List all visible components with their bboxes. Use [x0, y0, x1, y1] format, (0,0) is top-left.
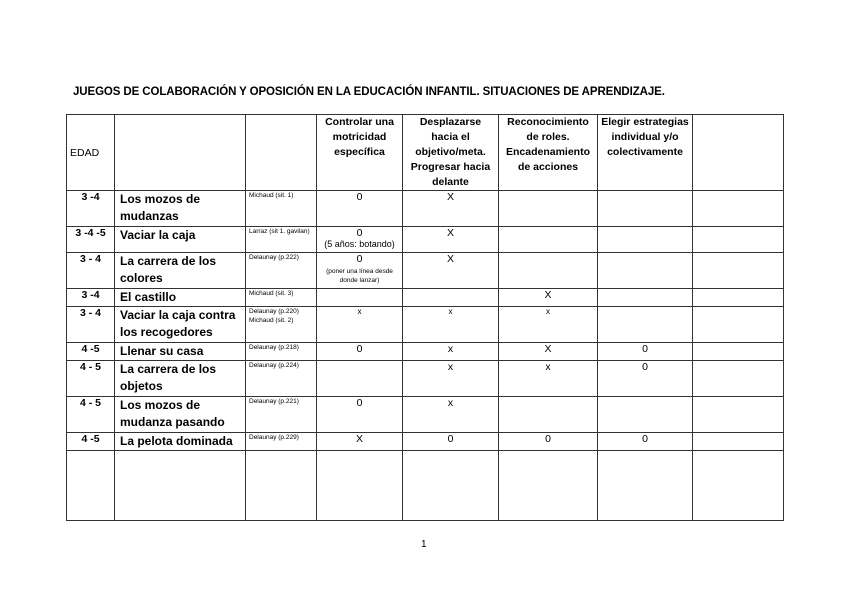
mark-cell: 0 [598, 343, 693, 361]
mark-cell [598, 227, 693, 253]
mark-cell: 0 [598, 361, 693, 397]
mark-cell: x [403, 397, 499, 433]
mark-cell: X [403, 227, 499, 253]
mark-cell: 0 [499, 433, 598, 451]
mark-cell: 0 [317, 343, 403, 361]
mark-cell [499, 397, 598, 433]
mark-cell [499, 253, 598, 289]
mark-cell: X [499, 289, 598, 307]
mark-cell [403, 289, 499, 307]
mark-cell: x [317, 307, 403, 343]
header-row [67, 115, 784, 191]
source-cell: Larraz (sit 1. gavilan) [246, 227, 317, 253]
age-cell: 3 - 4 [67, 307, 115, 343]
mark-cell [598, 191, 693, 227]
game-name: Los mozos de mudanza pasando [115, 397, 246, 433]
mark-cell: 0 [317, 191, 403, 227]
blank-cell [693, 253, 784, 289]
mark-cell: x [403, 307, 499, 343]
header-elegir: Elegir estrategias individual y/o colectivamente [598, 115, 693, 191]
age-cell: 3 -4 [67, 191, 115, 227]
blank-cell [693, 307, 784, 343]
header-blank [246, 115, 317, 191]
table-row [67, 433, 784, 451]
table-row [67, 289, 784, 307]
mark-cell [317, 253, 403, 289]
source-line: Michaud (sit. 2) [249, 317, 294, 324]
source-cell: Delaunay (p.221) [246, 397, 317, 433]
mark-cell: 0 [598, 433, 693, 451]
game-name: La pelota dominada [115, 433, 246, 451]
game-name: Vaciar la caja contra los recogedores [115, 307, 246, 343]
mark-cell: X [403, 191, 499, 227]
game-name: Vaciar la caja [115, 227, 246, 253]
age-cell: 4 -5 [67, 433, 115, 451]
mark-note: (poner una línea desde donde lanzar) [326, 268, 393, 284]
mark-value: 0 [356, 227, 363, 239]
blank-cell [693, 289, 784, 307]
mark-cell: 0 [317, 397, 403, 433]
games-table [66, 114, 784, 521]
source-cell [246, 307, 317, 343]
blank-cell [499, 451, 598, 521]
source-line: Delaunay (p.220) [249, 308, 299, 315]
game-name: La carrera de los colores [115, 253, 246, 289]
mark-note: (5 años: botando) [324, 239, 395, 249]
header-desplazarse: Desplazarse hacia el objetivo/meta. Progresar hacia delante [403, 115, 499, 191]
blank-cell [693, 227, 784, 253]
age-cell: 3 -4 -5 [67, 227, 115, 253]
blank-cell [693, 397, 784, 433]
table-row [67, 397, 784, 433]
mark-cell: x [403, 361, 499, 397]
table-row [67, 191, 784, 227]
source-cell: Delaunay (p.218) [246, 343, 317, 361]
blank-cell [693, 343, 784, 361]
header-controlar: Controlar una motricidad específica [317, 115, 403, 191]
mark-cell: X [499, 343, 598, 361]
blank-cell [317, 451, 403, 521]
source-cell: Michaud (sit. 3) [246, 289, 317, 307]
game-name: Los mozos de mudanzas [115, 191, 246, 227]
mark-cell: x [499, 361, 598, 397]
source-cell: Delaunay (p.229) [246, 433, 317, 451]
mark-cell [598, 307, 693, 343]
mark-cell: X [317, 433, 403, 451]
table-row [67, 227, 784, 253]
mark-cell: 0 [403, 433, 499, 451]
blank-cell [693, 361, 784, 397]
table-row [67, 307, 784, 343]
mark-value: 0 [356, 253, 363, 265]
age-cell: 3 -4 [67, 289, 115, 307]
blank-cell [693, 433, 784, 451]
mark-cell: X [403, 253, 499, 289]
mark-cell [598, 253, 693, 289]
mark-cell: x [403, 343, 499, 361]
document-title: JUEGOS DE COLABORACIÓN Y OPOSICIÓN EN LA EDUCACIÓN INFANTIL. SITUACIONES DE APRENDIZAJE. [73, 86, 665, 98]
source-cell: Delaunay (p.224) [246, 361, 317, 397]
page-number: 1 [421, 539, 427, 550]
game-name: El castillo [115, 289, 246, 307]
blank-cell [246, 451, 317, 521]
blank-cell [403, 451, 499, 521]
mark-cell: x [499, 307, 598, 343]
blank-cell [598, 451, 693, 521]
age-cell: 4 -5 [67, 343, 115, 361]
mark-cell [317, 227, 403, 253]
table-row [67, 361, 784, 397]
mark-cell [317, 361, 403, 397]
header-blank [693, 115, 784, 191]
mark-cell [598, 397, 693, 433]
mark-cell [317, 289, 403, 307]
game-name: Llenar su casa [115, 343, 246, 361]
age-cell: 3 - 4 [67, 253, 115, 289]
source-cell: Michaud (sit. 1) [246, 191, 317, 227]
blank-cell [67, 451, 115, 521]
mark-cell [499, 191, 598, 227]
mark-cell [598, 289, 693, 307]
blank-cell [693, 451, 784, 521]
table-row [67, 343, 784, 361]
blank-cell [115, 451, 246, 521]
age-cell: 4 - 5 [67, 361, 115, 397]
empty-row [67, 451, 784, 521]
age-cell: 4 - 5 [67, 397, 115, 433]
source-cell: Delaunay (p.222) [246, 253, 317, 289]
table-row [67, 253, 784, 289]
header-reconocimiento: Reconocimiento de roles. Encadenamiento de acciones [499, 115, 598, 191]
header-blank [115, 115, 246, 191]
header-edad: EDAD [67, 115, 115, 191]
mark-cell [499, 227, 598, 253]
game-name: La carrera de los objetos [115, 361, 246, 397]
blank-cell [693, 191, 784, 227]
